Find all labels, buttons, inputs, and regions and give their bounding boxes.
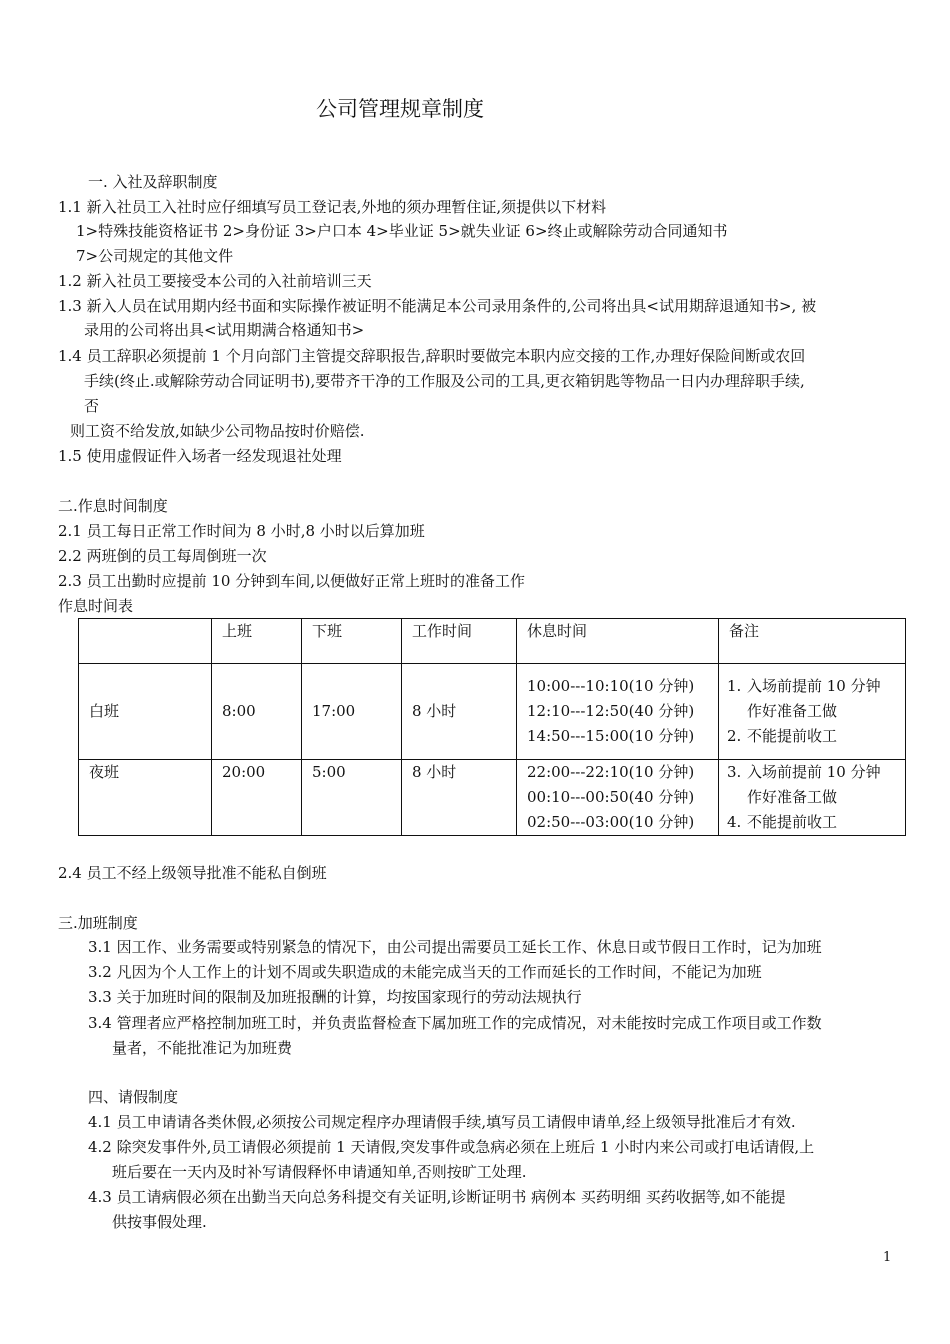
note-text: 入场前提前 10 分钟 bbox=[747, 677, 881, 695]
section-4-heading: 四、请假制度 bbox=[88, 1088, 179, 1106]
clause-1-1: 1.1 新入社员工入社时应仔细填写员工登记表,外地的须办理暂住证,须提供以下材料 bbox=[58, 198, 607, 216]
shift-hours: 8 小时 bbox=[402, 760, 517, 836]
header-cell-end: 下班 bbox=[302, 619, 402, 664]
note-item bbox=[719, 674, 905, 724]
clause-1-4-cont3: 则工资不给发放,如缺少公司物品按时价赔偿. bbox=[70, 422, 365, 440]
schedule-table bbox=[78, 618, 906, 836]
shift-name: 白班 bbox=[79, 664, 212, 760]
clause-3-1: 3.1 因工作、业务需要或特别紧急的情况下，由公司提出需要员工延长工作、休息日或节假日工作时，记为加班 bbox=[88, 938, 822, 956]
clause-3-4: 3.4 管理者应严格控制加班工时，并负责监督检查下属加班工作的完成情况，对未能按时完成工作项目或工作数 bbox=[88, 1014, 822, 1032]
clause-1-3-cont: 录用的公司将出具<试用期满合格通知书> bbox=[84, 321, 365, 339]
break-time: 10:00---10:10(10 分钟) bbox=[527, 677, 695, 695]
clause-1-4-cont: 手续(终止.或解除劳动合同证明书),要带齐干净的工作服及公司的工具,更衣箱钥匙等物品一日内办理辞职手续, bbox=[84, 372, 805, 390]
break-time: 14:50---15:00(10 分钟) bbox=[527, 727, 695, 745]
shift-breaks bbox=[517, 760, 719, 836]
header-cell-start: 上班 bbox=[212, 619, 302, 664]
shift-name: 夜班 bbox=[79, 760, 212, 836]
note-item bbox=[719, 810, 905, 835]
note-number: 4. bbox=[727, 813, 742, 831]
table-row-night bbox=[79, 760, 906, 836]
clause-4-3-cont: 供按事假处理. bbox=[112, 1213, 207, 1231]
shift-hours: 8 小时 bbox=[402, 664, 517, 760]
clause-1-3: 1.3 新入人员在试用期内经书面和实际操作被证明不能满足本公司录用条件的,公司将出具<试用期辞退通知书>, 被 bbox=[58, 297, 817, 315]
clause-2-2: 2.2 两班倒的员工每周倒班一次 bbox=[58, 547, 267, 565]
header-cell-empty bbox=[79, 619, 212, 664]
clause-4-2: 4.2 除突发事件外,员工请假必须提前 1 天请假,突发事件或急病必须在上班后 1 小时内来公司或打电话请假,上 bbox=[88, 1138, 815, 1156]
clause-2-4: 2.4 员工不经上级领导批准不能私自倒班 bbox=[58, 864, 327, 882]
section-1-heading: 一. 入社及辞职制度 bbox=[88, 173, 218, 191]
clause-4-2-cont: 班后要在一天内及时补写请假释怀申请通知单,否则按旷工处理. bbox=[112, 1163, 527, 1181]
break-time: 00:10---00:50(40 分钟) bbox=[527, 788, 695, 806]
clause-1-4-cont2: 否 bbox=[84, 397, 100, 415]
header-cell-notes: 备注 bbox=[719, 619, 906, 664]
clause-1-1-materials: 1>特殊技能资格证书 2>身份证 3>户口本 4>毕业证 5>就失业证 6>终止或解除劳动合同通知书 bbox=[76, 222, 728, 240]
section-2-heading: 二.作息时间制度 bbox=[58, 497, 168, 515]
shift-notes bbox=[719, 664, 906, 760]
shift-notes bbox=[719, 760, 906, 836]
break-time: 02:50---03:00(10 分钟) bbox=[527, 813, 695, 831]
clause-2-1: 2.1 员工每日正常工作时间为 8 小时,8 小时以后算加班 bbox=[58, 522, 425, 540]
note-text-cont: 作好准备工做 bbox=[747, 788, 838, 806]
clause-1-2: 1.2 新入社员工要接受本公司的入社前培训三天 bbox=[58, 272, 372, 290]
section-3-heading: 三.加班制度 bbox=[58, 914, 138, 932]
table-header-row bbox=[79, 619, 906, 664]
note-item bbox=[719, 724, 905, 749]
shift-start: 8:00 bbox=[212, 664, 302, 760]
shift-end: 5:00 bbox=[302, 760, 402, 836]
page-title: 公司管理规章制度 bbox=[316, 97, 484, 121]
shift-breaks bbox=[517, 664, 719, 760]
table-caption: 作息时间表 bbox=[58, 597, 134, 615]
clause-3-4-cont: 量者，不能批准记为加班费 bbox=[112, 1039, 293, 1057]
clause-2-3: 2.3 员工出勤时应提前 10 分钟到车间,以便做好正常上班时的准备工作 bbox=[58, 572, 526, 590]
note-text: 入场前提前 10 分钟 bbox=[747, 763, 881, 781]
clause-3-3: 3.3 关于加班时间的限制及加班报酬的计算，均按国家现行的劳动法规执行 bbox=[88, 988, 582, 1006]
note-item bbox=[719, 760, 905, 810]
header-cell-breaks: 休息时间 bbox=[517, 619, 719, 664]
clause-1-1-other: 7>公司规定的其他文件 bbox=[76, 247, 234, 265]
clause-4-1: 4.1 员工申请请各类休假,必须按公司规定程序办理请假手续,填写员工请假申请单,经上级领导批准后才有效. bbox=[88, 1113, 796, 1131]
header-cell-hours: 工作时间 bbox=[402, 619, 517, 664]
clause-1-5: 1.5 使用虚假证件入场者一经发现退社处理 bbox=[58, 447, 342, 465]
table-row-day bbox=[79, 664, 906, 760]
note-text: 不能提前收工 bbox=[747, 727, 838, 745]
shift-end: 17:00 bbox=[302, 664, 402, 760]
note-number: 1. bbox=[727, 677, 742, 695]
clause-1-4: 1.4 员工辞职必须提前 1 个月向部门主管提交辞职报告,辞职时要做完本职内应交接的工作,办理好保险间断或农回 bbox=[58, 347, 806, 365]
clause-4-3: 4.3 员工请病假必须在出勤当天向总务科提交有关证明,诊断证明书 病例本 买药明细 买药收据等,如不能提 bbox=[88, 1188, 786, 1206]
page-number: 1 bbox=[883, 1250, 892, 1265]
note-text: 不能提前收工 bbox=[747, 813, 838, 831]
note-number: 2. bbox=[727, 727, 742, 745]
note-number: 3. bbox=[727, 763, 742, 781]
break-time: 22:00---22:10(10 分钟) bbox=[527, 763, 695, 781]
shift-start: 20:00 bbox=[212, 760, 302, 836]
note-text-cont: 作好准备工做 bbox=[747, 702, 838, 720]
break-time: 12:10---12:50(40 分钟) bbox=[527, 702, 695, 720]
clause-3-2: 3.2 凡因为个人工作上的计划不周或失职造成的未能完成当天的工作而延长的工作时间，不能记为加班 bbox=[88, 963, 762, 981]
